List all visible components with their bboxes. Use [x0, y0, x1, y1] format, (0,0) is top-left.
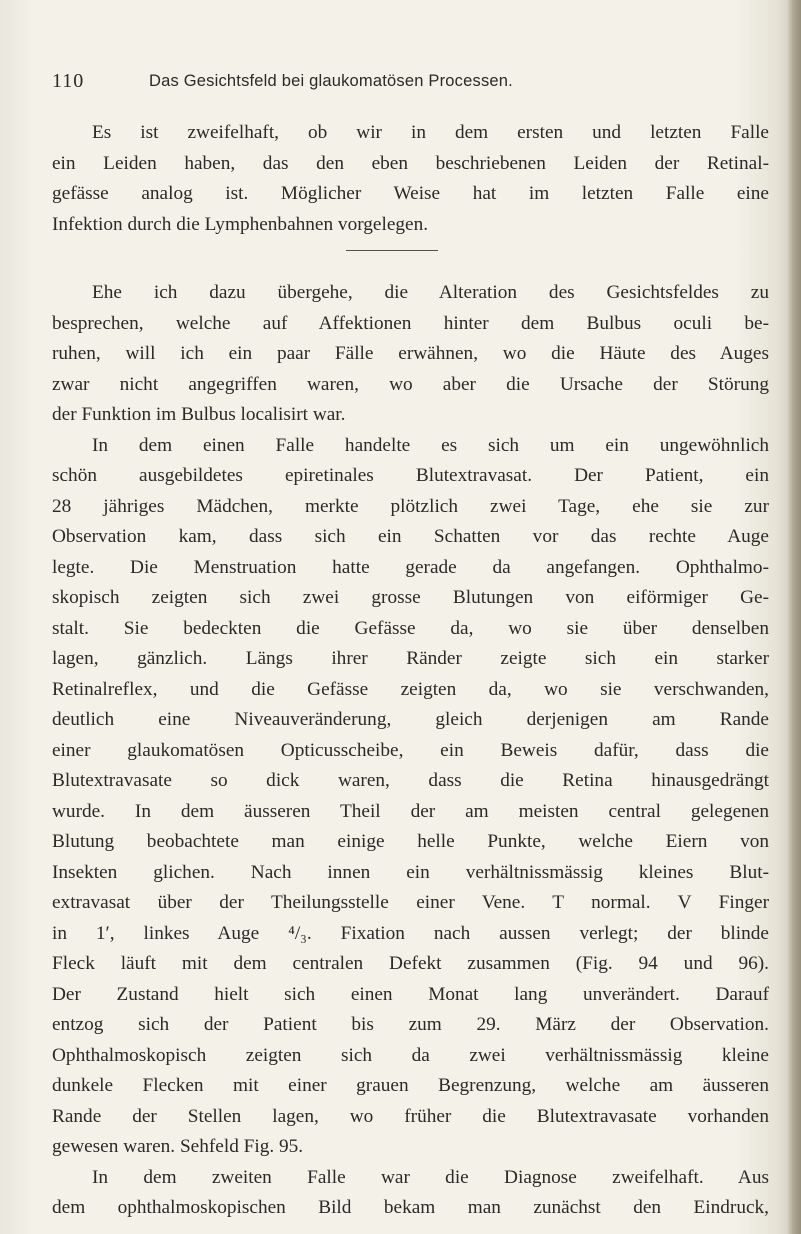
text-line: deutlich eine Niveauveränderung, gleich derjenigen am Rande [52, 709, 769, 730]
page-spine-shadow [787, 0, 801, 1234]
text-line: entzog sich der Patient bis zum 29. März der Observation. [52, 1014, 769, 1035]
text-line: stalt. Sie bedeckten die Gefässe da, wo sie über denselben [52, 617, 769, 639]
text-line: Infektion durch die Lymphenbahnen vorgelegen. [52, 213, 429, 235]
text-line: der Funktion im Bulbus localisirt war. [52, 404, 346, 425]
text-line: in 1′, linkes Auge ⁴/₃. Fixation nach aussen verlegt; der blinde [52, 922, 769, 944]
text-line: schön ausgebildetes epiretinales Blutextravasat. Der Patient, ein [52, 465, 769, 486]
text-line: zwar nicht angegriffen waren, wo aber die Ursache der Störung [52, 373, 769, 395]
text-line: Insekten glichen. Nach innen ein verhältnissmässig kleines Blut- [52, 861, 769, 883]
text-line: ein Leiden haben, das den eben beschriebenen Leiden der Retinal- [52, 152, 769, 174]
text-line: Rande der Stellen lagen, wo früher die Blutextravasate vorhanden [52, 1105, 769, 1127]
text-line: lagen, gänzlich. Längs ihrer Ränder zeigte sich ein starker [52, 648, 769, 669]
text-line: Observation kam, dass sich ein Schatten vor das rechte Auge [52, 526, 769, 547]
text-line: wurde. In dem äusseren Theil der am meisten central gelegenen [52, 800, 769, 822]
text-line: Blutextravasate so dick waren, dass die Retina hinausgedrängt [52, 770, 769, 791]
text-line: dunkele Flecken mit einer grauen Begrenzung, welche am äusseren [52, 1075, 769, 1096]
text-line: einer glaukomatösen Opticusscheibe, ein Beweis dafür, dass die [52, 739, 769, 761]
text-line: Retinalreflex, und die Gefässe zeigten da, wo sie verschwanden, [52, 678, 769, 700]
section-divider [346, 250, 438, 251]
text-line: In dem einen Falle handelte es sich um ein ungewöhnlich [92, 434, 769, 456]
page-header [52, 70, 752, 96]
text-line: dem ophthalmoskopischen Bild bekam man zunächst den Eindruck, [52, 1197, 769, 1218]
paragraph-1 [52, 118, 769, 240]
text-line: besprechen, welche auf Affektionen hinter dem Bulbus oculi be- [52, 312, 769, 334]
page-number: 110 [52, 70, 85, 92]
text-line: ruhen, will ich ein paar Fälle erwähnen, wo die Häute des Auges [52, 343, 769, 364]
text-line: extravasat über der Theilungsstelle einer Vene. T normal. V Finger [52, 892, 769, 913]
text-line: In dem zweiten Falle war die Diagnose zweifelhaft. Aus [92, 1166, 769, 1188]
text-line: gewesen waren. Sehfeld Fig. 95. [52, 1136, 304, 1157]
text-line: 28 jähriges Mädchen, merkte plötzlich zwei Tage, ehe sie zur [52, 495, 769, 517]
text-line: skopisch zeigten sich zwei grosse Blutungen von eiförmiger Ge- [52, 587, 769, 608]
text-line: Blutung beobachtete man einige helle Punkte, welche Eiern von [52, 831, 769, 852]
text-line: Ehe ich dazu übergehe, die Alteration des Gesichtsfeldes zu [92, 282, 769, 303]
text-line: gefässe analog ist. Möglicher Weise hat im letzten Falle eine [52, 183, 769, 204]
running-title: Das Gesichtsfeld bei glaukomatösen Processen. [149, 72, 513, 90]
text-line: Fleck läuft mit dem centralen Defekt zusammen (Fig. 94 und 96). [52, 953, 769, 974]
text-line: legte. Die Menstruation hatte gerade da angefangen. Ophthalmo- [52, 556, 769, 578]
text-line: Es ist zweifelhaft, ob wir in dem ersten und letzten Falle [92, 122, 769, 143]
text-line: Ophthalmoskopisch zeigten sich da zwei verhältnissmässig kleine [52, 1044, 769, 1066]
text-line: Der Zustand hielt sich einen Monat lang unverändert. Darauf [52, 983, 769, 1005]
paragraph-2 [52, 278, 769, 1224]
